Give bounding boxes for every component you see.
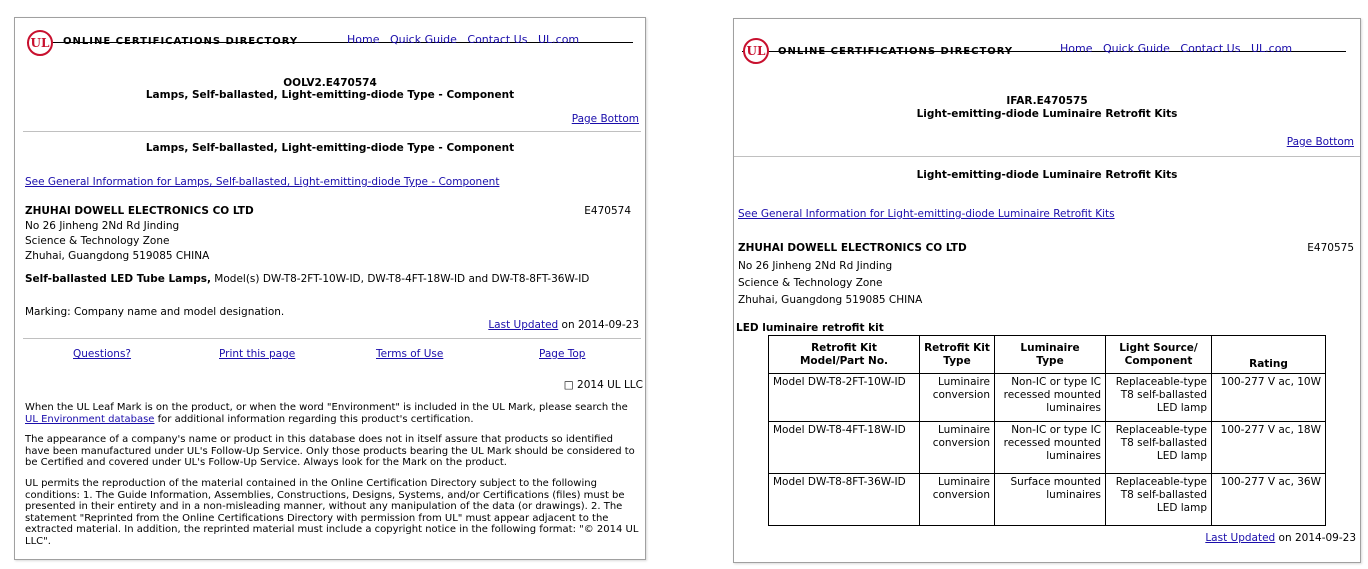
rating-cell: 100-277 V ac, 36W — [1212, 474, 1326, 526]
file-number: E470575 — [1307, 242, 1354, 254]
kit-heading: LED luminaire retrofit kit — [736, 322, 884, 334]
page-subtitle: Light-emitting-diode Luminaire Retrofit Kits — [916, 108, 1178, 120]
follow-up-paragraph: The appearance of a company's name or product in this database does not in itself assure that products so identified have been manufactured under UL's Follow-Up Service. Only those products bearing the UL Mark should be considered to be Certified and covered under UL's Follow-Up Service. Always look for the Mark on the product. — [25, 434, 635, 468]
page-top-link[interactable]: Page Top — [539, 348, 586, 360]
column-header-luminaire-type: Luminaire Type — [995, 336, 1106, 374]
model-cell: Model DW-T8-4FT-18W-ID — [769, 422, 920, 474]
nav-contact-us-link[interactable]: Contact Us — [467, 33, 528, 46]
company-name: ZHUHAI DOWELL ELECTRONICS CO LTD — [738, 242, 967, 254]
nav-quick-guide-link[interactable]: Quick Guide — [389, 33, 457, 46]
top-nav — [1060, 42, 1299, 55]
file-number: E470574 — [584, 205, 631, 217]
kit-type-cell: Luminaire conversion — [920, 474, 995, 526]
light-source-cell: Replaceable-type T8 self-ballasted LED lamp — [1106, 374, 1212, 422]
page-bottom-link[interactable]: Page Bottom — [571, 113, 639, 125]
kit-type-cell: Luminaire conversion — [920, 374, 995, 422]
address-line-1: No 26 Jinheng 2Nd Rd Jinding — [738, 260, 893, 272]
general-info-link[interactable]: See General Information for Light-emitting-diode Luminaire Retrofit Kits — [738, 208, 1115, 220]
address-line-1: No 26 Jinheng 2Nd Rd Jinding — [25, 220, 180, 232]
rating-cell: 100-277 V ac, 18W — [1212, 422, 1326, 474]
kit-type-cell: Luminaire conversion — [920, 422, 995, 474]
address-line-3: Zhuhai, Guangdong 519085 CHINA — [25, 250, 210, 262]
nav-ul-com-link[interactable]: UL.com — [1250, 42, 1293, 55]
divider — [23, 131, 641, 132]
copyright: □ 2014 UL LLC — [563, 379, 643, 391]
print-page-link[interactable]: Print this page — [219, 348, 296, 360]
table-row — [769, 474, 1326, 526]
retrofit-kits-table — [768, 335, 1326, 526]
last-updated-link[interactable]: Last Updated — [488, 319, 559, 331]
luminaire-type-cell: Surface mounted luminaires — [995, 474, 1106, 526]
divider — [734, 156, 1360, 157]
luminaire-type-cell: Non-IC or type IC recessed mounted luminaires — [995, 422, 1106, 474]
light-source-cell: Replaceable-type T8 self-ballasted LED lamp — [1106, 422, 1212, 474]
model-cell: Model DW-T8-8FT-36W-ID — [769, 474, 920, 526]
last-updated — [1205, 531, 1356, 546]
leaf-mark-text: When the UL Leaf Mark is on the product, or when the word "Environment" is included in the UL Mark, please search the — [25, 402, 628, 413]
ul-environment-link[interactable]: UL Environment database — [25, 413, 155, 425]
address-line-3: Zhuhai, Guangdong 519085 CHINA — [738, 294, 923, 306]
last-updated-date: on 2014-09-23 — [558, 319, 639, 331]
model-cell: Model DW-T8-2FT-10W-ID — [769, 374, 920, 422]
last-updated-link[interactable]: Last Updated — [1205, 532, 1276, 544]
nav-home-link[interactable]: Home — [347, 33, 380, 46]
light-source-cell: Replaceable-type T8 self-ballasted LED lamp — [1106, 474, 1212, 526]
product-models: Model(s) DW-T8-2FT-10W-ID, DW-T8-4FT-18W-ID and DW-T8-8FT-36W-ID — [210, 273, 590, 285]
column-header-kit-type: Retrofit Kit Type — [920, 336, 995, 374]
rating-cell: 100-277 V ac, 10W — [1212, 374, 1326, 422]
ul-logo[interactable]: UL — [27, 30, 53, 56]
column-header-light-source: Light Source/ Component — [1106, 336, 1212, 374]
file-code: IFAR.E470575 — [1006, 95, 1088, 107]
directory-title: ONLINE CERTIFICATIONS DIRECTORY — [63, 36, 299, 47]
leaf-mark-text-end: for additional information regarding this product's certification. — [154, 413, 474, 425]
nav-contact-us-link[interactable]: Contact Us — [1180, 42, 1241, 55]
reproduction-paragraph: UL permits the reproduction of the material contained in the Online Certification Directory subject to the following conditions: 1. The Guide Information, Assemblies, Constructions, Designs, Systems, and/or Certifications (files) must be presented in their entirety and in a non-misleading manner, without any manipulation of the data (or drawings). 2. The statement "Reprinted from the Online Certifications Directory with permission from UL" must appear adjacent to the extracted material. In addition, the reprinted material must include a copyright notice in the following format: "© 2014 UL LLC". — [25, 478, 639, 547]
product-line — [25, 272, 589, 287]
general-info-link[interactable]: See General Information for Lamps, Self-ballasted, Light-emitting-diode Type - Component — [25, 176, 500, 188]
terms-of-use-link[interactable]: Terms of Use — [376, 348, 444, 360]
section-title: Lamps, Self-ballasted, Light-emitting-diode Type - Component — [145, 142, 515, 154]
table-row — [769, 374, 1326, 422]
nav-home-link[interactable]: Home — [1060, 42, 1093, 55]
page-subtitle: Lamps, Self-ballasted, Light-emitting-diode Type - Component — [145, 89, 515, 101]
ul-logo[interactable]: UL — [743, 38, 769, 64]
section-title: Light-emitting-diode Luminaire Retrofit Kits — [916, 169, 1178, 181]
marking-text: Marking: Company name and model designation. — [25, 306, 285, 318]
file-code: OOLV2.E470574 — [283, 77, 377, 89]
luminaire-type-cell: Non-IC or type IC recessed mounted luminaires — [995, 374, 1106, 422]
page-bottom-link[interactable]: Page Bottom — [1286, 136, 1354, 148]
last-updated-date: on 2014-09-23 — [1275, 532, 1356, 544]
certification-page-left — [14, 17, 646, 560]
table-row — [769, 422, 1326, 474]
column-header-model: Retrofit Kit Model/Part No. — [769, 336, 920, 374]
divider — [23, 338, 641, 339]
last-updated — [488, 318, 639, 333]
address-line-2: Science & Technology Zone — [738, 277, 883, 289]
certification-page-right — [733, 18, 1361, 563]
product-name: Self-ballasted LED Tube Lamps, — [25, 273, 211, 285]
company-name: ZHUHAI DOWELL ELECTRONICS CO LTD — [25, 205, 254, 217]
table-header-row — [769, 336, 1326, 374]
leaf-mark-paragraph — [25, 402, 640, 425]
top-nav — [347, 33, 586, 46]
address-line-2: Science & Technology Zone — [25, 235, 170, 247]
nav-ul-com-link[interactable]: UL.com — [537, 33, 580, 46]
questions-link[interactable]: Questions? — [73, 348, 132, 360]
directory-title: ONLINE CERTIFICATIONS DIRECTORY — [778, 46, 1014, 57]
column-header-rating: Rating — [1212, 336, 1326, 374]
nav-quick-guide-link[interactable]: Quick Guide — [1102, 42, 1170, 55]
